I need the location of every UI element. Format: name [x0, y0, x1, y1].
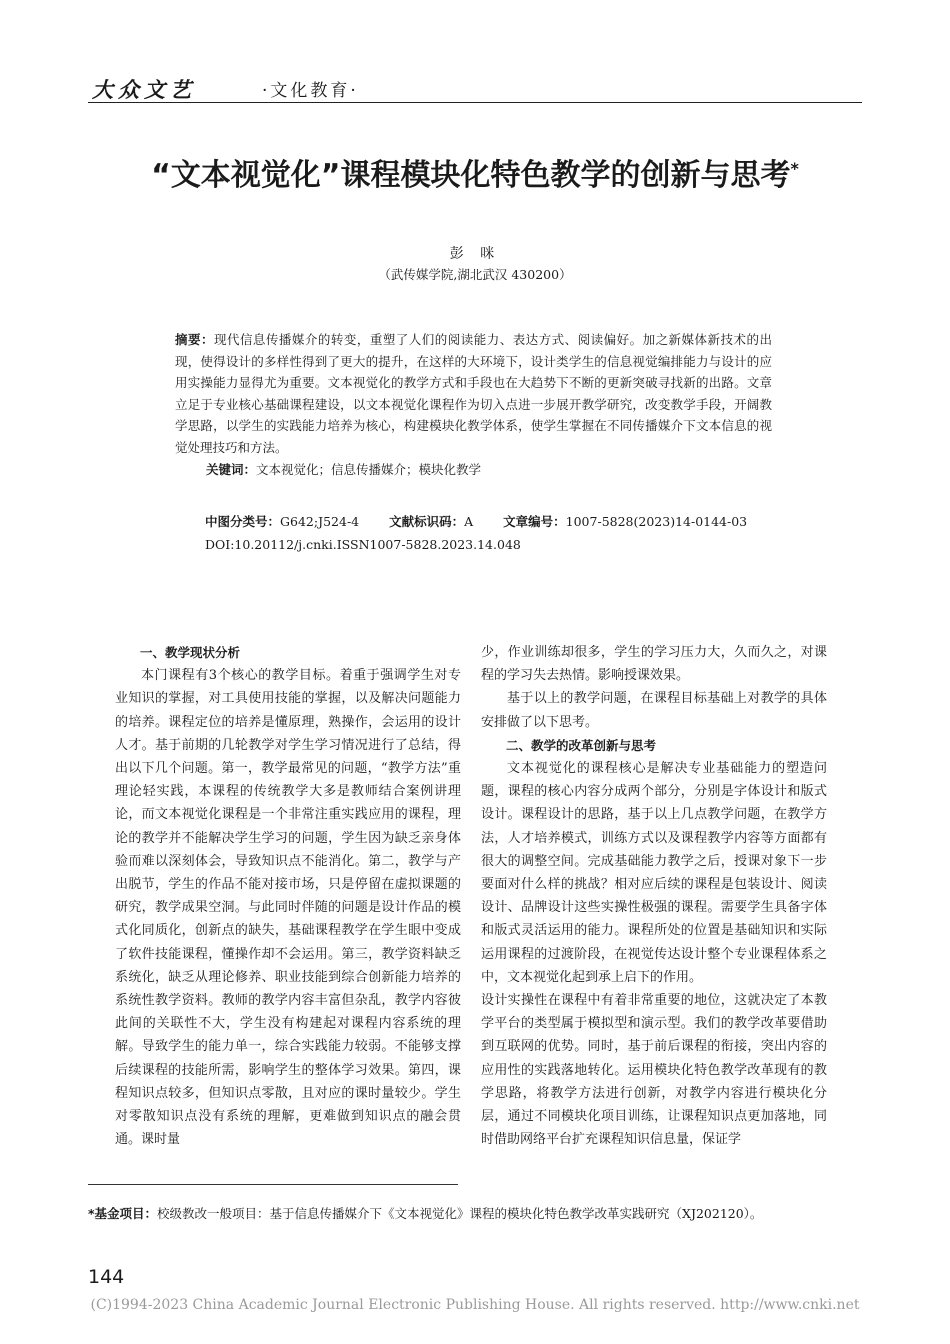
- page-number: 144: [88, 1266, 125, 1288]
- article-no-value: 1007-5828(2023)14-0144-03: [565, 514, 748, 529]
- transition-paragraph: 基于以上的教学问题，在课程目标基础上对教学的具体安排做了以下思考。: [481, 691, 827, 730]
- keywords: [175, 459, 772, 481]
- section-2-paragraph-2: 设计实操性在课程中有着非常重要的地位，这就决定了本教学平台的类型属于模拟型和演示型。我们的教学改革要借助到互联网的优势。同时，基于前后课程的衔接，突出内容的应用性的实践落地转化。运用模块化特色教学改革现有的教学思路，将教学方法进行创新，对教学内容进行模块化分层，通过不同模块化项目训练，让课程知识点更加落地，同时借助网络平台扩充课程知识信息量，保证学: [481, 993, 827, 1148]
- abstract-block: [175, 329, 772, 480]
- keywords-text: 文本视觉化；信息传播媒介；模块化教学: [256, 461, 482, 477]
- body-right-column: [481, 641, 827, 1169]
- abstract-label: 摘要：: [175, 332, 214, 347]
- affiliation: （武传媒学院,湖北武汉 430200）: [378, 267, 572, 282]
- author: 彭 咪: [449, 246, 501, 262]
- header-rule: [88, 102, 862, 103]
- section-2-paragraph-1: 文本视觉化的课程核心是解决专业基础能力的塑造问题，课程的核心内容分成两个部分，分别是字体设计和版式设计。课程设计的思路，基于以上几点教学问题，在教学方法，人才培养模式，训练方式以及课程教学内容等方面都有很大的调整空间。完成基础能力教学之后，授课对象下一步要面对什么样的挑战？相对应后续的课程是包装设计、阅读设计、品牌设计这些实操性极强的课程。需要学生具备字体和版式灵活运用的能力。课程所处的位置是基础知识和实际运用课程的过渡阶段，在视觉传达设计整个专业课程体系之中，文本视觉化起到承上启下的作用。: [481, 761, 827, 985]
- section-2-heading: 二、教学的改革创新与思考: [506, 737, 657, 753]
- title-footnote-mark: *: [790, 159, 799, 178]
- doc-code-value: A: [464, 514, 474, 529]
- section-1-heading: 一、教学现状分析: [140, 645, 241, 660]
- fund-text: 校级教改一般项目：基于信息传播媒介下《文本视觉化》课程的模块化特色教学改革实践研究（XJ202120）。: [157, 1206, 763, 1221]
- section-1-paragraph: 本门课程有3个核心的教学目标。着重于强调学生对专业知识的掌握，对工具使用技能的掌握，以及解决问题能力的培养。课程定位的培养是懂原理，熟操作，会运用的设计人才。基于前期的几轮教学对学生学习情况进行了总结，得出以下几个问题。第一，教学最常见的问题，“教学方法”重理论轻实践，本课程的传统教学大多是教师结合案例讲理论，而文本视觉化课程是一个非常注重实践应用的课程，理论的教学并不能解决学生学习的问题，学生因为缺乏亲身体验而难以深刻体会，导致知识点不能消化。第二，教学与产出脱节，学生的作品不能对接市场，只是停留在虚拟课题的研究，教学成果空洞。与此同时伴随的问题是设计作品的模式化同质化，创新点的缺失，基础课程教学在学生眼中变成了软件技能课程，懂操作却不会运用。第三，教学资料缺乏系统化，缺乏从理论修养、职业技能到综合创新能力培养的系统性教学资料。教师的教学内容丰富但杂乱，教学内容彼此间的关联性不大，学生没有构建起对课程内容系统的理解。导致学生的能力单一，综合实践能力较弱。不能够支撑后续课程的技能所需，影响学生的整体学习效果。第四，课程知识点较多，但知识点零散，且对应的课时量较少。学生对零散知识点没有系统的理解，更难做到知识点的融会贯通。课时量: [115, 668, 461, 1148]
- journal-name: 大众文艺: [92, 77, 196, 102]
- footnote: [88, 1203, 862, 1225]
- doc-code-label: 文献标识码：: [389, 514, 465, 529]
- article-no-label: 文章编号：: [503, 514, 566, 529]
- body-left-column: [115, 641, 461, 1169]
- abstract: [175, 329, 772, 459]
- section-tag: ·文化教育·: [262, 81, 359, 101]
- title-text: “文本视觉化”课程模块化特色教学的创新与思考: [151, 158, 791, 193]
- continued-paragraph: 少，作业训练却很多，学生的学习压力大，久而久之，对课程的学习失去热情。影响授课效果。: [481, 645, 827, 684]
- clc-label: 中图分类号：: [205, 514, 281, 529]
- classification-line: [205, 512, 747, 530]
- fund-label: *基金项目：: [88, 1206, 158, 1221]
- keywords-label: 关键词：: [206, 461, 257, 477]
- clc-value: G642;J524-4: [280, 514, 360, 529]
- doi: DOI:10.20112/j.cnki.ISSN1007-5828.2023.14.048: [205, 537, 521, 552]
- abstract-text: 现代信息传播媒介的转变，重塑了人们的阅读能力、表达方式、阅读偏好。加之新媒体新技术的出现，使得设计的多样性得到了更大的提升，在这样的大环境下，设计类学生的信息视觉编排能力与设计的应用实操能力显得尤为重要。文本视觉化的教学方式和手段也在大趋势下不断的更新突破寻找新的出路。文章立足于专业核心基础课程建设，以文本视觉化课程作为切入点进一步展开教学研究，改变教学手段，开阔教学思路，以学生的实践能力培养为核心，构建模块化教学体系，使学生掌握在不同传播媒介下文本信息的视觉处理技巧和方法。: [175, 332, 772, 455]
- article-title: [0, 150, 950, 194]
- footnote-rule: [88, 1184, 458, 1185]
- copyright-watermark: (C)1994-2023 China Academic Journal Electronic Publishing House. All rights reserved. http://www.cnki.net: [90, 1297, 860, 1313]
